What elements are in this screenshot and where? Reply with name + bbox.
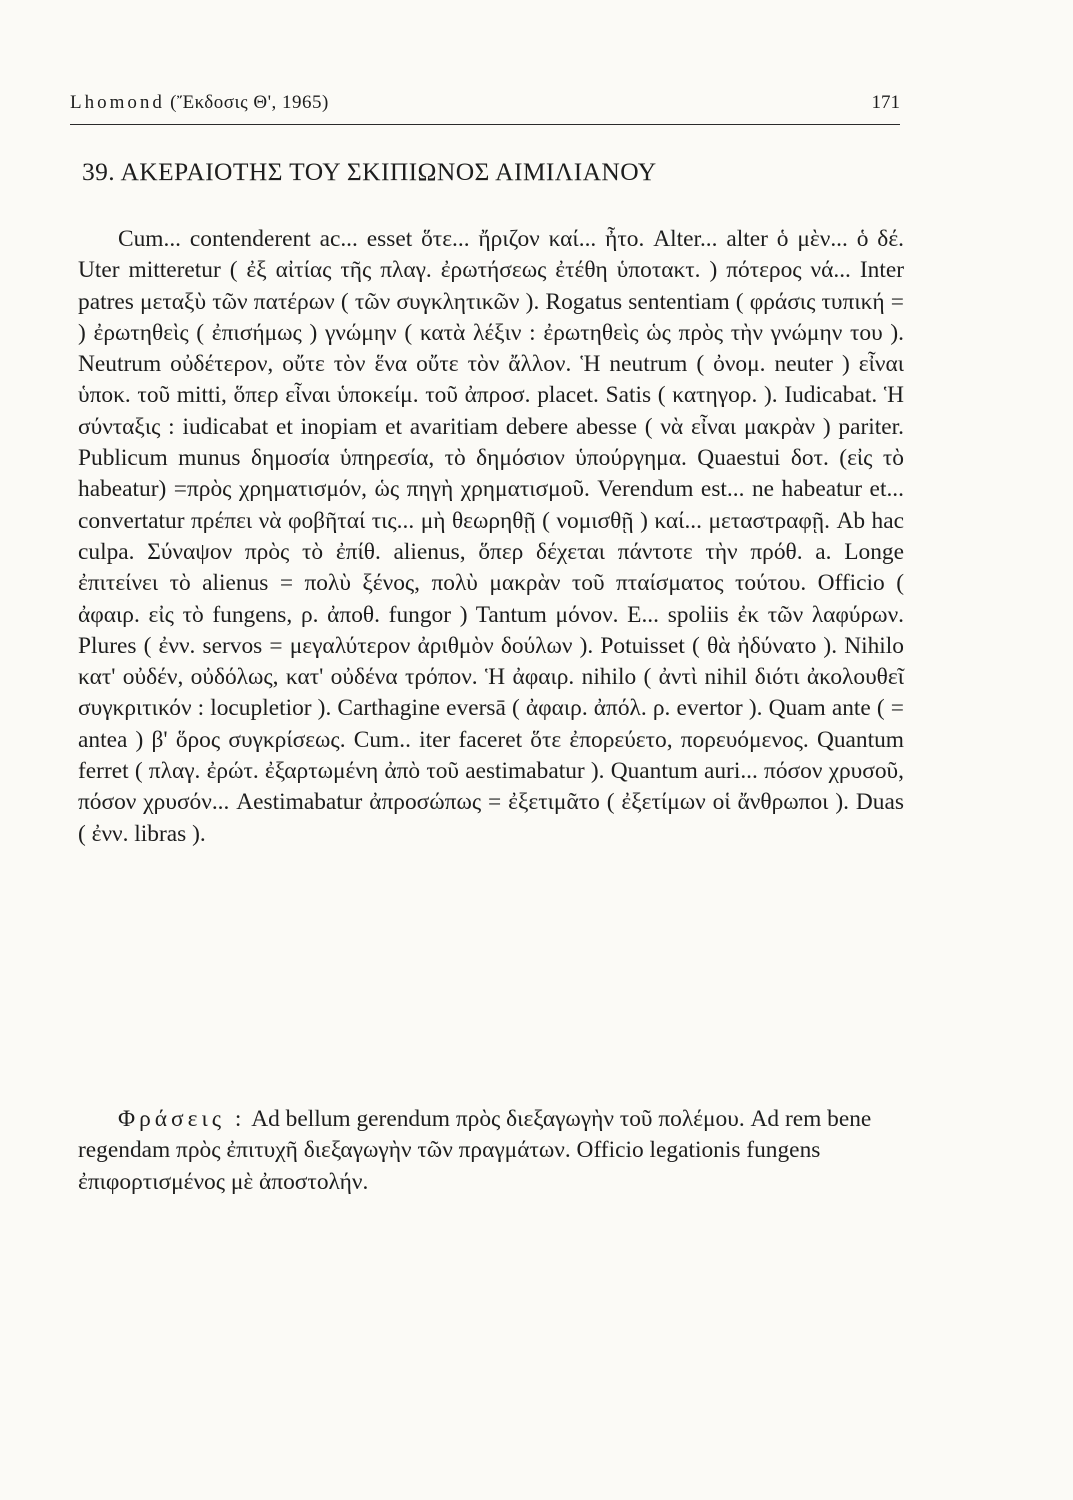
phrases-paragraph [78,1104,904,1198]
section-title: 39. ΑΚΕΡΑΙΟΤΗΣ ΤΟΥ ΣΚΙΠΙΩΝΟΣ ΑΙΜΙΛΙΑΝΟΥ [82,157,657,186]
running-header [70,92,900,125]
header-edition: (Ἔκδοσις Θ', 1965) [170,92,329,113]
header-left [70,92,329,114]
page-number: 171 [871,92,900,113]
phrases-label: Φράσεις : [118,1106,246,1132]
phrases-text: Ad bellum gerendum πρὸς διεξαγωγὴν τοῦ πολέμου. Ad rem bene regendam πρὸς ἐπιτυχῆ διεξαγωγὴν τῶν πραγμάτων. Officio legationis fungens ἐπιφορτισμένος μὲ ἀποστολήν. [78,1106,872,1195]
header-author: Lhomond [70,92,165,113]
commentary-paragraph: Cum... contenderent ac... esset ὅτε... ἤριζον καί... ἦτο. Alter... alter ὁ μὲν... ὁ δέ. Uter mitteretur ( ἐξ αἰτίας τῆς πλαγ. ἐρωτήσεως ἐτέθη ὑποτακτ. ) πότερος νά... Inter patres μεταξὺ τῶν πατέρων ( τῶν συγκλητικῶν ). Rogatus sententiam ( φράσις τυπική = ) ἐρωτηθεὶς ( ἐπισήμως ) γνώμην ( κατὰ λέξιν : ἐρωτηθεὶς ὡς πρὸς τὴν γνώμην του ). Neutrum οὐδέτερον, οὔτε τὸν ἕνα οὔτε τὸν ἄλλον. Ἡ neutrum ( ὀνομ. neuter ) εἶναι ὑποκ. τοῦ mitti, ὅπερ εἶναι ὑποκείμ. τοῦ ἀπροσ. placet. Satis ( κατηγορ. ). Iudicabat. Ἡ σύνταξις : iudicabat et inopiam et avaritiam debere abesse ( νὰ εἶναι μακρὰν ) pariter. Publicum munus δημοσία ὑπηρεσία, τὸ δημόσιον ὑπούργημα. Quaestui δοτ. (εἰς τὸ habeatur) =πρὸς χρηματισμόν, ὡς πηγὴ χρηματισμοῦ. Verendum est... ne habeatur et... convertatur πρέπει νὰ φοβῆταί τις... μὴ θεωρηθῇ ( νομισθῇ ) καί... μεταστραφῇ. Ab hac culpa. Σύναψον πρὸς τὸ ἐπίθ. alienus, ὅπερ δέχεται πάντοτε τὴν πρόθ. a. Longe ἐπιτείνει τὸ alienus = πολὺ ξένος, πολὺ μακρὰν τοῦ πταίσματος τούτου. Officio ( ἀφαιρ. εἰς τὸ fungens, ρ. ἀποθ. fungor ) Tantum μόνον. E... spoliis ἐκ τῶν λαφύρων. Plures ( ἐνν. servos = μεγαλύτερον ἀριθμὸν δούλων ). Potuisset ( θὰ ἠδύνατο ). Nihilo κατ' οὐδέν, οὐδόλως, κατ' οὐδένα τρόπον. Ἡ ἀφαιρ. nihilo ( ἀντὶ nihil διότι ἀκολουθεῖ συγκριτικόν : locupletior ). Carthagine eversā ( ἀφαιρ. ἀπόλ. ρ. evertor ). Quam ante ( = antea ) β' ὅρος συγκρίσεως. Cum.. iter faceret ὅτε ἐπορεύετο, πορευόμενος. Quantum ferret ( πλαγ. ἐρώτ. ἐξαρτωμένη ἀπὸ τοῦ aestimabatur ). Quantum auri... πόσον χρυσοῦ, πόσον χρυσόν... Aestimabatur ἀπροσώπως = ἐξετιμᾶτο ( ἐξετίμων οἱ ἄνθρωποι ). Duas ( ἐνν. libras ). [78,226,904,847]
